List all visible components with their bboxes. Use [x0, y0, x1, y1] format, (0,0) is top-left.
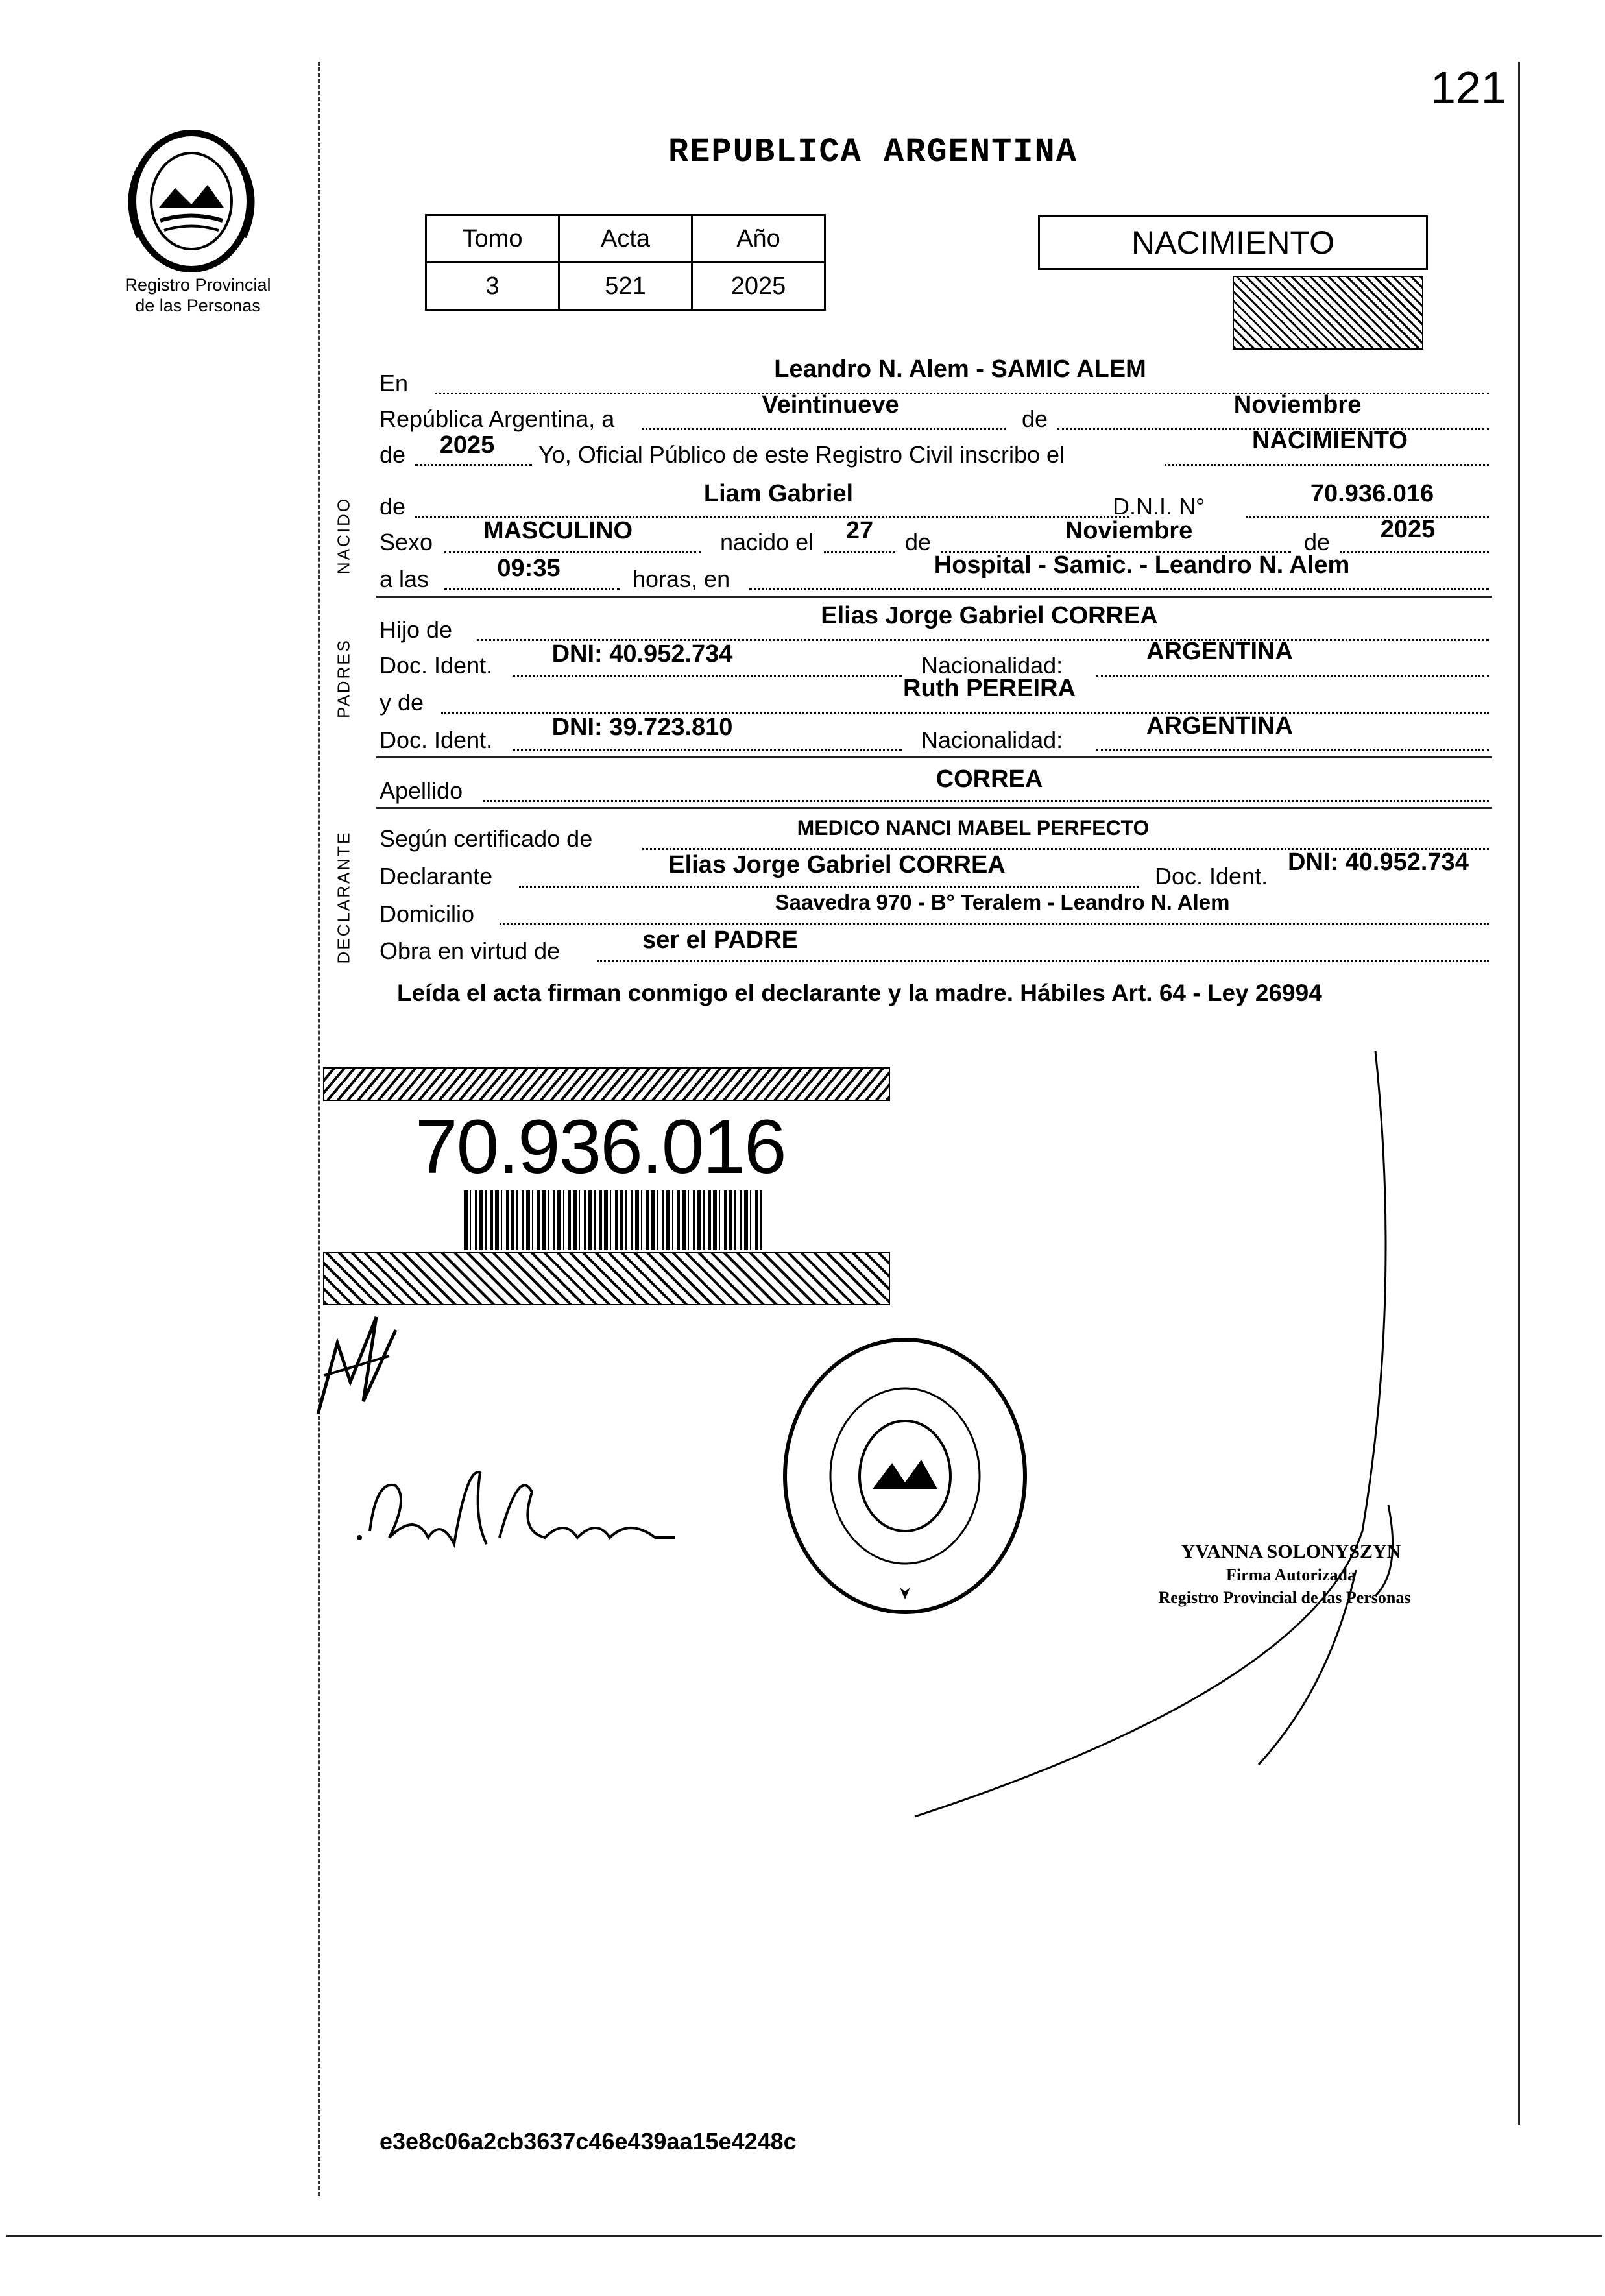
section-label-padres: PADRES	[333, 638, 354, 718]
page-title: REPUBLICA ARGENTINA	[668, 133, 1078, 171]
label-segun-certificado: Según certificado de	[380, 825, 593, 852]
table-value-acta: 521	[559, 263, 692, 310]
value-declarante-dni: DNI: 40.952.734	[1288, 849, 1469, 876]
label-doc-ident-1: Doc. Ident.	[380, 652, 493, 679]
value-madre: Ruth PEREIRA	[903, 675, 1076, 702]
table-value-tomo: 3	[426, 263, 559, 310]
dots-madre-dni	[513, 749, 902, 751]
document-hash: e3e8c06a2cb3637c46e439aa15e4248c	[380, 2128, 797, 2155]
province-seal-logo	[114, 123, 269, 279]
value-nac-mes: Noviembre	[1065, 517, 1193, 544]
value-obra: ser el PADRE	[642, 926, 799, 954]
value-mes: Noviembre	[1233, 391, 1362, 418]
value-sexo: MASCULINO	[483, 517, 633, 544]
signatory-name: YVANNA SOLONYSZYN	[1181, 1541, 1401, 1562]
value-lugar: Leandro N. Alem - SAMIC ALEM	[774, 356, 1146, 383]
mother-signature	[350, 1440, 688, 1570]
label-republica: República Argentina, a	[380, 405, 615, 432]
logo-caption-1: Registro Provincial	[125, 275, 271, 295]
divider-padres	[376, 756, 1492, 758]
value-nac-dia: 27	[845, 517, 874, 544]
label-de-nac-anio: de	[1304, 529, 1331, 555]
bottom-rule	[6, 2235, 1602, 2237]
table-header-acta: Acta	[559, 215, 692, 263]
label-doc-ident-decl: Doc. Ident.	[1155, 863, 1268, 889]
dots-anio	[415, 464, 532, 466]
dots-dia	[642, 428, 1006, 430]
table-header-tomo: Tomo	[426, 215, 559, 263]
record-table	[425, 214, 826, 311]
left-margin-line	[318, 62, 320, 2196]
dots-obra	[597, 960, 1489, 962]
right-margin-line	[1518, 62, 1520, 2125]
label-yo-oficial: Yo, Oficial Público de este Registro Civil inscribo el	[538, 441, 1065, 468]
value-hora: 09:35	[497, 555, 561, 582]
value-tipo: NACIMIENTO	[1252, 427, 1408, 454]
label-obra-en-virtud: Obra en virtud de	[380, 937, 561, 964]
section-label-declarante: DECLARANTE	[333, 830, 354, 964]
value-padre-nac: ARGENTINA	[1146, 638, 1293, 665]
label-domicilio: Domicilio	[380, 900, 475, 927]
security-hologram	[1233, 276, 1423, 350]
dots-padre-nac	[1096, 675, 1489, 677]
dots-declarante	[519, 886, 1139, 888]
label-y-de: y de	[380, 689, 424, 716]
label-declarante: Declarante	[380, 863, 493, 889]
value-anio: 2025	[439, 431, 495, 459]
divider-nacido	[376, 596, 1492, 598]
initials-signature	[311, 1304, 415, 1421]
value-padre: Elias Jorge Gabriel CORREA	[821, 602, 1158, 629]
label-sexo: Sexo	[380, 529, 433, 555]
section-label-nacido: NACIDO	[333, 496, 354, 575]
value-certificado: MEDICO NANCI MABEL PERFECTO	[797, 816, 1150, 840]
value-madre-dni: DNI: 39.723.810	[551, 714, 733, 741]
dots-hora	[444, 588, 620, 590]
dots-apellido	[483, 800, 1489, 802]
label-nacionalidad-2: Nacionalidad:	[921, 727, 1063, 753]
label-en: En	[380, 370, 409, 396]
value-dni: 70.936.016	[1310, 480, 1434, 507]
closing-text: Leída el acta firman conmigo el declarante y la madre. Hábiles Art. 64 - Ley 26994	[397, 980, 1322, 1006]
label-a-las: a las	[380, 566, 429, 592]
dots-domicilio	[500, 923, 1489, 925]
value-madre-nac: ARGENTINA	[1146, 712, 1293, 740]
label-horas-en: horas, en	[633, 566, 730, 592]
label-hijo-de: Hijo de	[380, 616, 453, 643]
value-lugar-nac: Hospital - Samic. - Leandro N. Alem	[934, 551, 1350, 579]
logo-caption-2: de las Personas	[135, 296, 261, 315]
dots-sexo	[444, 551, 701, 553]
authorized-signature	[908, 1038, 1427, 1836]
value-padre-dni: DNI: 40.952.734	[551, 640, 733, 668]
value-nac-anio: 2025	[1380, 516, 1436, 543]
value-dia-letras: Veintinueve	[762, 391, 899, 418]
table-header-anio: Año	[692, 215, 825, 263]
divider-apellido	[376, 807, 1492, 809]
label-de-nombre: de	[380, 493, 406, 520]
value-domicilio: Saavedra 970 - B° Teralem - Leandro N. Alem	[775, 890, 1230, 914]
dots-tipo	[1165, 464, 1489, 466]
label-de-anio: de	[380, 441, 406, 468]
label-nacido-el: nacido el	[720, 529, 814, 555]
barcode-pattern-top	[323, 1067, 890, 1101]
record-type-box: NACIMIENTO	[1038, 215, 1428, 270]
signatory-organization: Registro Provincial de las Personas	[1158, 1588, 1411, 1607]
dots-madre-nac	[1096, 749, 1489, 751]
signatory-title: Firma Autorizada	[1225, 1565, 1357, 1584]
barcode	[464, 1190, 762, 1250]
table-value-anio: 2025	[692, 263, 825, 310]
dots-lugar-nac	[749, 588, 1489, 590]
value-declarante: Elias Jorge Gabriel CORREA	[668, 851, 1006, 878]
label-nacionalidad-1: Nacionalidad:	[921, 652, 1063, 679]
barcode-number: 70.936.016	[415, 1104, 786, 1190]
label-dni: D.N.I. N°	[1113, 493, 1205, 520]
barcode-pattern-bottom	[323, 1252, 890, 1305]
value-apellido: CORREA	[935, 766, 1043, 793]
page-number: 121	[1430, 62, 1506, 113]
label-doc-ident-2: Doc. Ident.	[380, 727, 493, 753]
value-nombre: Liam Gabriel	[703, 480, 854, 507]
label-de-nac-mes: de	[905, 529, 932, 555]
label-apellido: Apellido	[380, 777, 463, 804]
seal-icon	[114, 123, 269, 279]
label-de-mes: de	[1022, 405, 1048, 432]
